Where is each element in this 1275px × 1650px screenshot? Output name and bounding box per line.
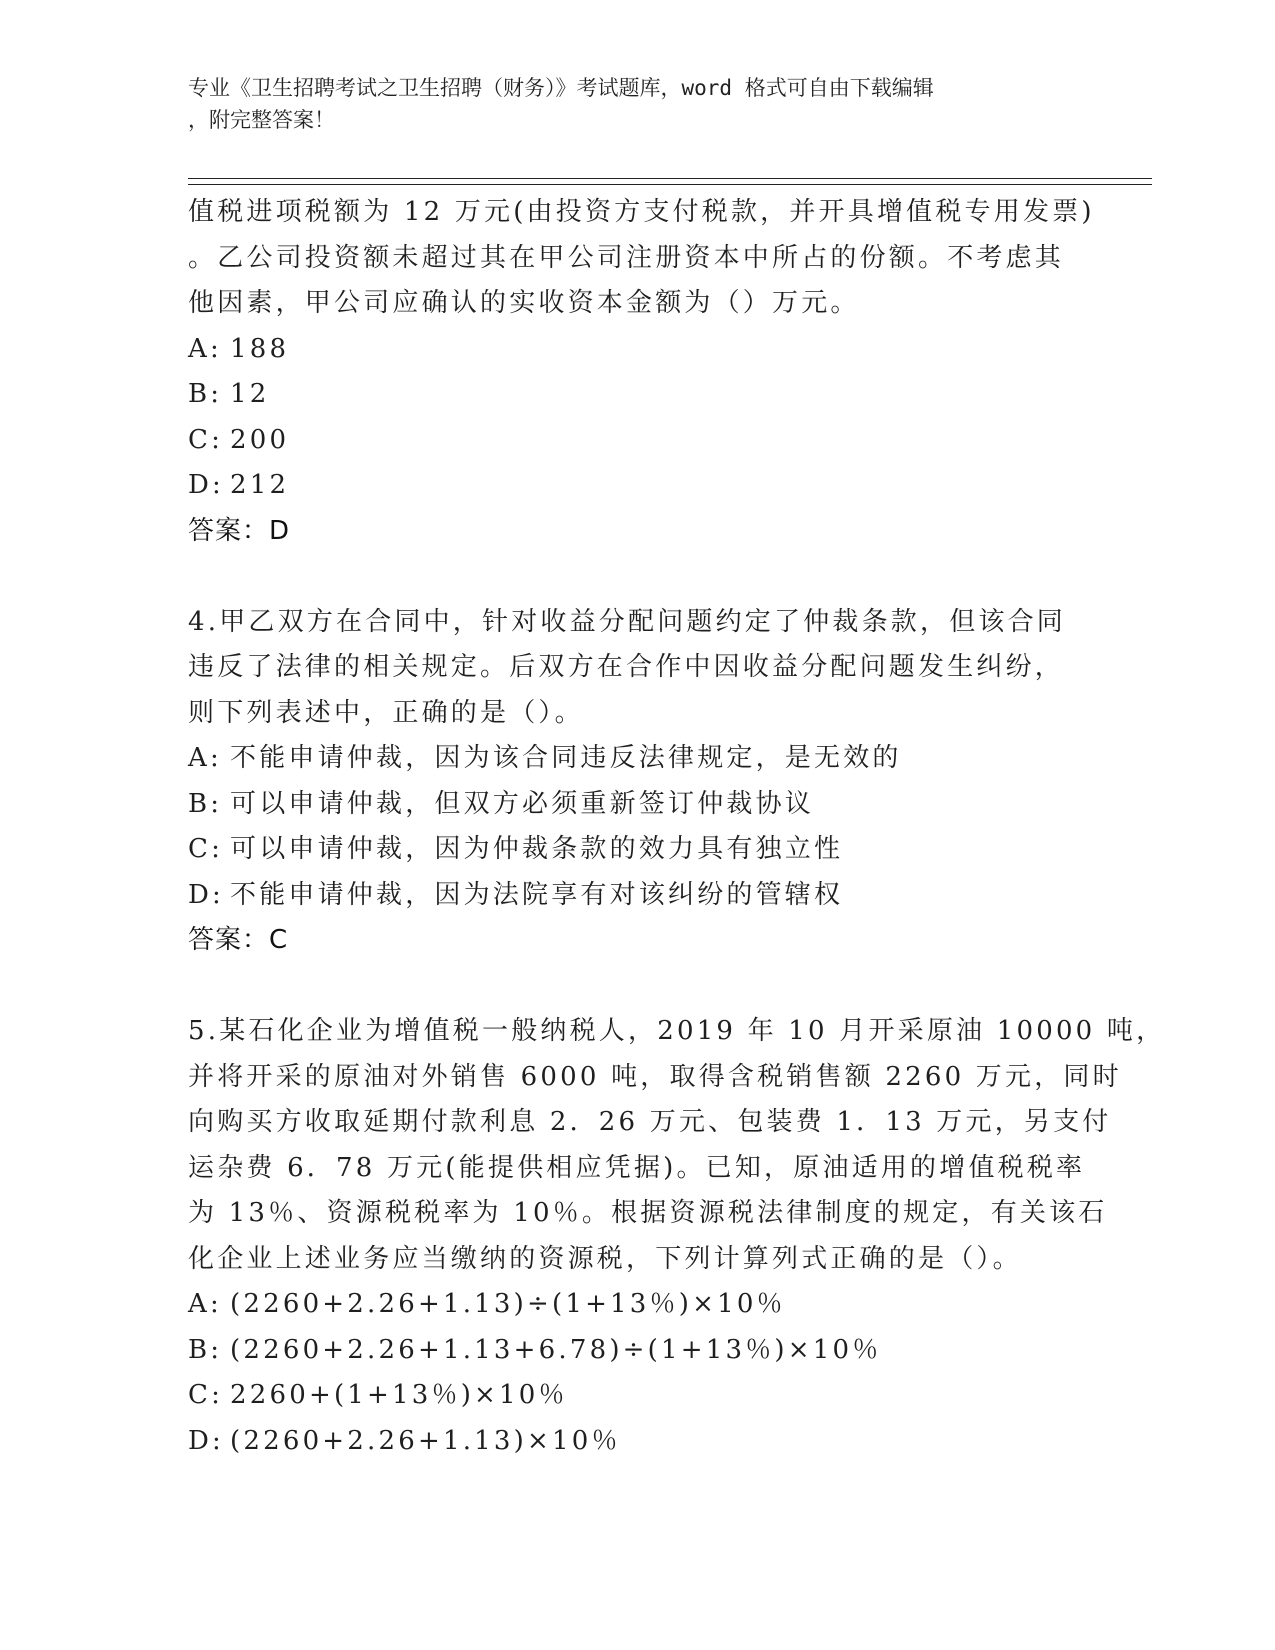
spacer	[188, 964, 1088, 1010]
option-key: D:	[188, 879, 225, 910]
option-key: B:	[188, 788, 223, 819]
document-body	[188, 190, 1166, 1464]
header-divider-top	[188, 178, 1152, 179]
option-key: D:	[188, 1425, 225, 1456]
header-divider-bottom	[188, 184, 1152, 185]
option-text: (2260+2.26+1.13+6.78)÷(1+13％)×10％	[230, 1334, 882, 1365]
option-text: 212	[230, 470, 290, 500]
option-d	[188, 1419, 1088, 1465]
option-text: 188	[230, 333, 290, 364]
question-3	[188, 190, 1095, 554]
question-stem-line: 值税进项税额为 12 万元(由投资方支付税款，并开具增值税专用发票)	[188, 197, 1095, 227]
question-5	[188, 1009, 1166, 1464]
question-stem-line: 违反了法律的相关规定。后双方在合作中因收益分配问题发生纠纷，	[188, 652, 1065, 682]
question-stem-line: 他因素，甲公司应确认的实收资本金额为（）万元。	[188, 288, 860, 318]
answer-line: 答案：C	[188, 925, 289, 955]
option-a	[188, 1282, 1088, 1328]
option-text: 不能申请仲裁，因为该合同违反法律规定，是无效的	[230, 743, 902, 773]
option-text: 200	[230, 424, 290, 455]
option-text: 可以申请仲裁，因为仲裁条款的效力具有独立性	[230, 834, 844, 864]
question-stem-line: 运杂费 6．78 万元(能提供相应凭据)。已知，原油适用的增值税税率	[188, 1152, 1086, 1183]
option-a	[188, 327, 1088, 373]
question-stem-line: 则下列表述中，正确的是（）。	[188, 697, 584, 728]
option-key: A:	[188, 333, 222, 364]
option-c	[188, 418, 1088, 464]
question-stem-line: 并将开采的原油对外销售 6000 吨，取得含税销售额 2260 万元，同时	[188, 1061, 1122, 1092]
option-text: (2260+2.26+1.13)÷(1+13％)×10％	[230, 1289, 786, 1319]
option-c	[188, 1373, 1088, 1419]
question-stem-line: 向购买方收取延期付款利息 2．26 万元、包装费 1．13 万元，另支付	[188, 1107, 1112, 1137]
option-key: C:	[188, 424, 224, 455]
option-text: 可以申请仲裁，但双方必须重新签订仲裁协议	[230, 788, 815, 819]
option-a	[188, 736, 1088, 782]
option-text: 2260+(1+13％)×10％	[230, 1380, 568, 1410]
option-key: B:	[188, 379, 223, 409]
option-key: A:	[188, 1289, 222, 1319]
question-stem-line: 为 13％、资源税税率为 10％。根据资源税法律制度的规定，有关该石	[188, 1198, 1108, 1228]
question-stem-line: 。乙公司投资额未超过其在甲公司注册资本中所占的份额。不考虑其	[188, 242, 1065, 273]
option-key: C:	[188, 834, 224, 864]
option-b	[188, 782, 1088, 828]
header-line-2: ，附完整答案！	[188, 108, 335, 132]
option-c	[188, 827, 1088, 873]
option-b	[188, 1328, 1088, 1374]
header-line-1: 专业《卫生招聘考试之卫生招聘（财务）》考试题库，word 格式可自由下载编辑	[188, 76, 934, 100]
option-text: (2260+2.26+1.13)×10％	[230, 1425, 621, 1456]
page-header	[188, 72, 1068, 136]
option-key: D:	[188, 470, 225, 500]
option-d	[188, 463, 1088, 509]
option-text: 不能申请仲裁，因为法院享有对该纠纷的管辖权	[230, 879, 844, 910]
option-key: A:	[188, 743, 222, 773]
option-key: B:	[188, 1334, 223, 1365]
question-stem-line: 5.某石化企业为增值税一般纳税人，2019 年 10 月开采原油 10000 吨，	[188, 1016, 1166, 1046]
question-stem-line: 4.甲乙双方在合同中，针对收益分配问题约定了仲裁条款，但该合同	[188, 606, 1067, 637]
option-text: 12	[230, 379, 270, 409]
option-key: C:	[188, 1380, 224, 1410]
question-stem-line: 化企业上述业务应当缴纳的资源税，下列计算列式正确的是（）。	[188, 1243, 1022, 1274]
spacer	[188, 554, 1088, 600]
question-4	[188, 600, 1088, 964]
option-b	[188, 372, 1088, 418]
answer-line: 答案：D	[188, 515, 291, 546]
option-d	[188, 873, 1088, 919]
